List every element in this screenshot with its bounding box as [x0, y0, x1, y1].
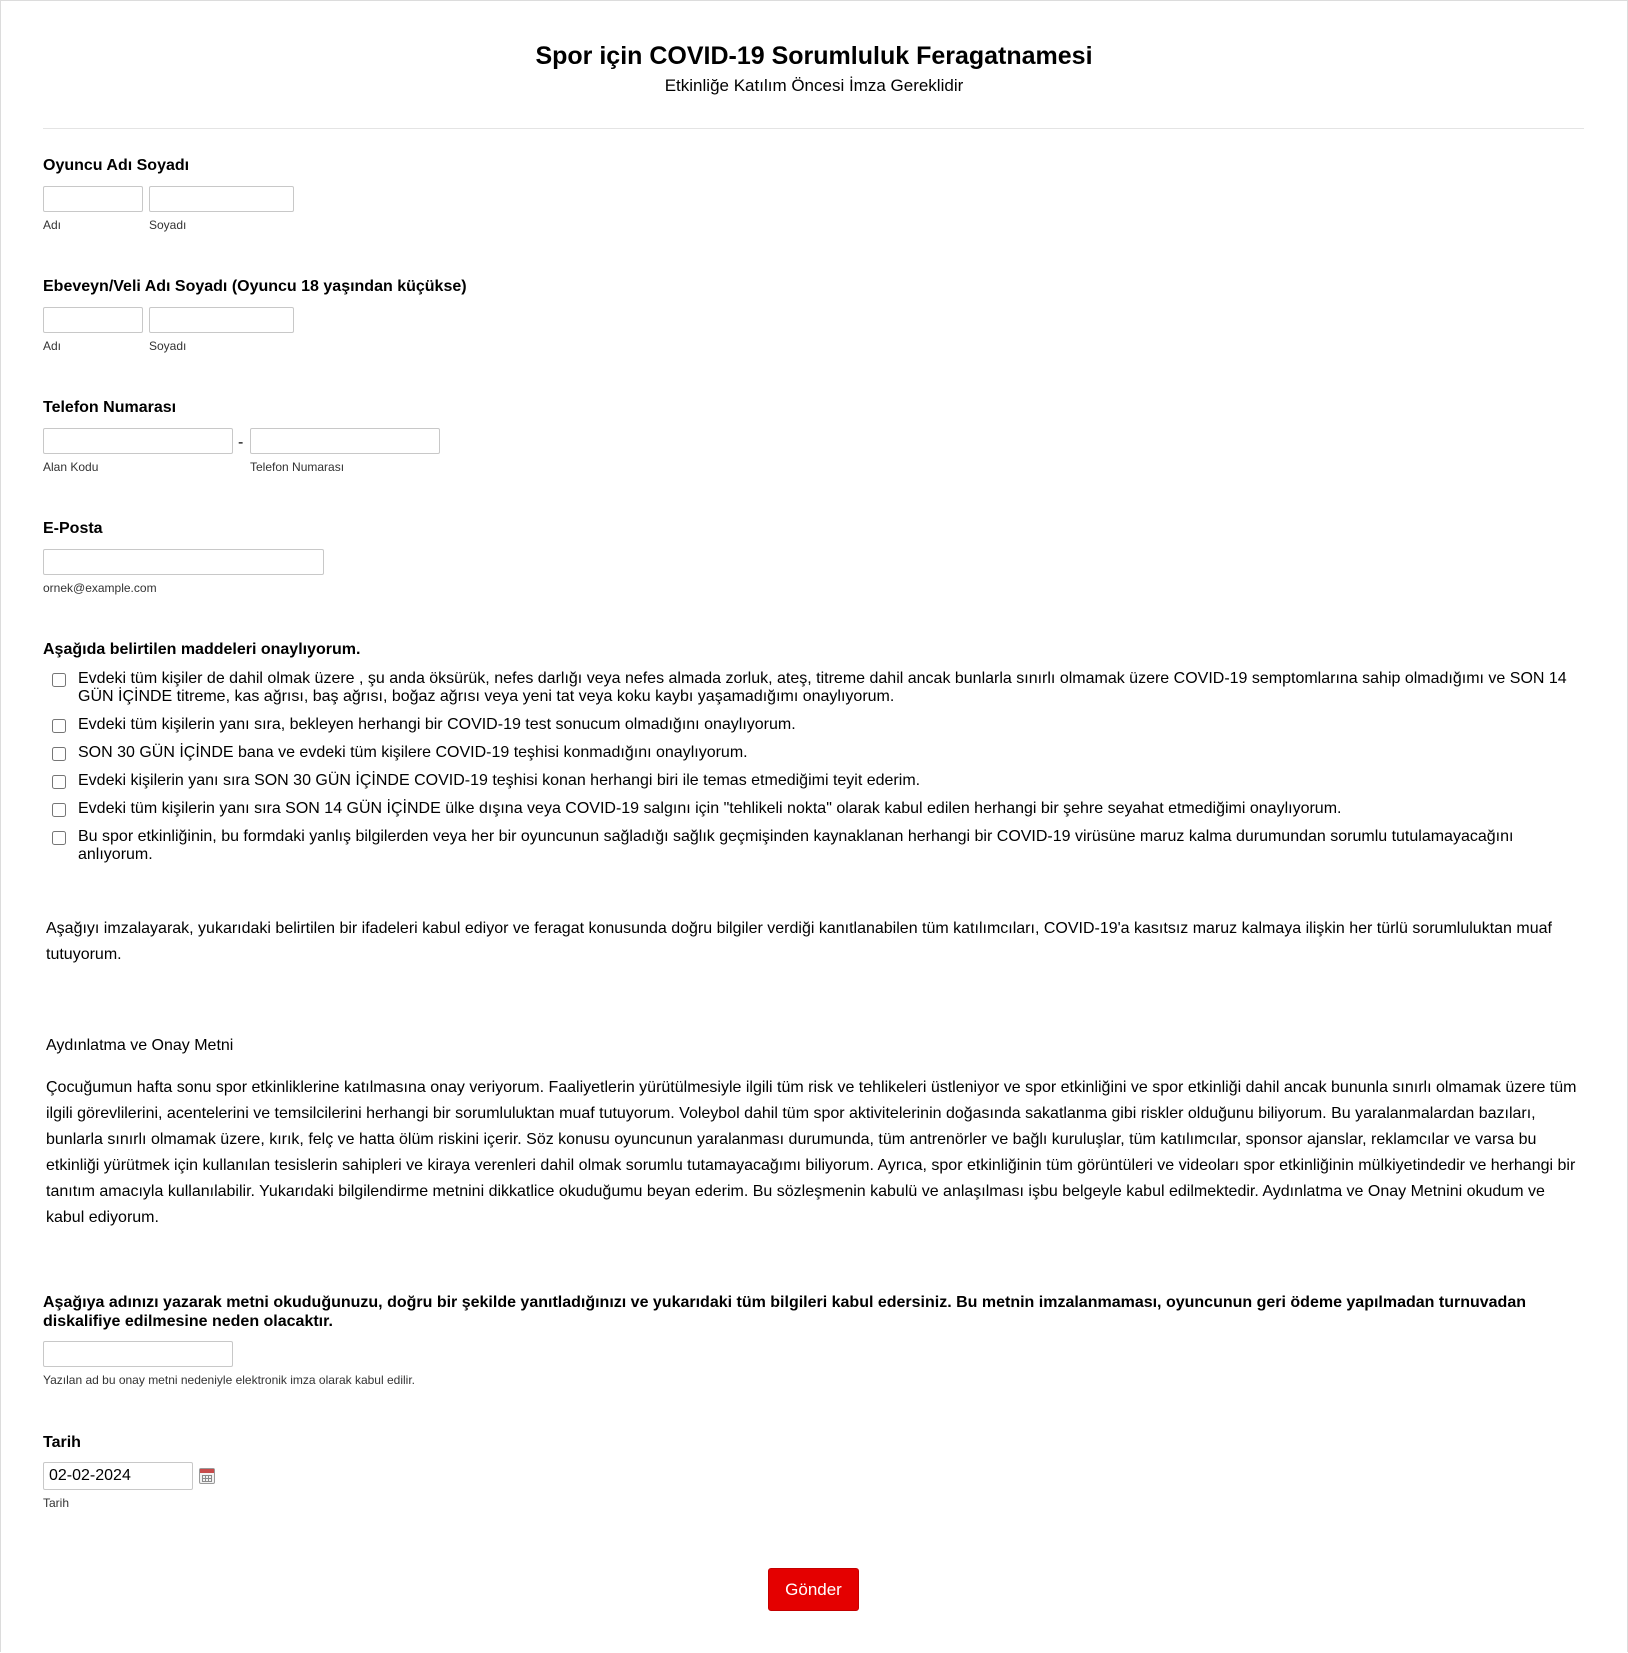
calendar-icon-grid — [202, 1475, 212, 1482]
signature-label: Aşağıya adınızı yazarak metni okuduğunuzu, doğru bir şekilde yanıtladığınızı ve yukarıdaki tüm bilgileri kabul edersiniz. Bu metnin imzalanmaması, oyuncunun geri ödeme yapılmadan turnuvadan diskalifiye edilmesine neden olacaktır. — [43, 1294, 1526, 1330]
consent-checkbox-5[interactable] — [52, 803, 66, 817]
consent-label: Aşağıda belirtilen maddeleri onaylıyorum. — [43, 641, 361, 658]
calendar-icon[interactable] — [199, 1468, 215, 1484]
email-input[interactable] — [43, 549, 324, 575]
disclosure-body: Çocuğumun hafta sonu spor etkinliklerine katılmasına onay veriyorum. Faaliyetlerin yürütülmesiyle ilgili tüm risk ve tehlikeleri üstleniyor ve spor etkinliğini ve spor etkinliği dahil ancak bununla sınırlı olmamak üzere tüm ilgili görevlilerini, acentelerini ve temsilcilerini herhangi bir sorumluluktan muaf tutuyorum. Voleybol dahil tüm spor aktivitelerinin doğasında sakatlanma gibi riskler olduğunu biliyorum. Bu yaralanmalardan bazıları, bunlarla sınırlı olmamak üzere, kırık, felç ve hatta ölüm riskini içerir. Söz konusu oyuncunun yaralanması durumunda, tüm antrenörler ve bağlı kuruluşlar, tüm katılımcılar, sponsor ajanslar, reklamcılar ve varsa bu etkinliği yürütmek için kullanılan tesislerin sahipleri ve kiraya verenleri dahil olmak sorumlu tutamayacağımı biliyorum. Ayrıca, spor etkinliğinin tüm görüntüleri ve videoları spor etkinliğinin mülkiyetindedir ve herhangi bir tanıtım amacıyla kullanılabilir. Yukarıdaki bilgilendirme metnini dikkatlice okuduğumu beyan ederim. Bu sözleşmenin kabulü ve anlaşılması işbu belgeyle kabul edilmektedir. Aydınlatma ve Onay Metnini okudum ve kabul ediyorum. — [46, 1079, 1577, 1226]
player-first-name-input[interactable] — [43, 186, 143, 212]
phone-label: Telefon Numarası — [43, 399, 177, 416]
guardian-last-name-sublabel: Soyadı — [149, 339, 187, 353]
email-label: E-Posta — [43, 520, 103, 537]
form-title: Spor için COVID-19 Sorumluluk Feragatnamesi — [535, 42, 1093, 70]
phone-number-input[interactable] — [250, 428, 440, 454]
email-sublabel: ornek@example.com — [43, 581, 157, 595]
consent-item[interactable] — [43, 800, 1573, 818]
signature-sublabel: Yazılan ad bu onay metni nedeniyle elektronik imza olarak kabul edilir. — [43, 1373, 415, 1387]
date-label: Tarih — [43, 1434, 81, 1451]
date-input[interactable] — [43, 1462, 193, 1490]
consent-item[interactable] — [43, 744, 1573, 762]
consent-item-text: Evdeki tüm kişilerin yanı sıra, bekleyen herhangi bir COVID-19 test sonucum olmadığını onaylıyorum. — [78, 716, 796, 733]
consent-checkbox-6[interactable] — [52, 831, 66, 845]
player-last-name-input[interactable] — [149, 186, 294, 212]
phone-area-code-input[interactable] — [43, 428, 233, 454]
submit-button[interactable]: Gönder — [768, 1568, 859, 1611]
disclosure-heading: Aydınlatma ve Onay Metni — [46, 1037, 234, 1054]
consent-item[interactable] — [43, 828, 1573, 864]
consent-item-text: SON 30 GÜN İÇİNDE bana ve evdeki tüm kişilere COVID-19 teşhisi konmadığını onaylıyorum. — [78, 744, 748, 761]
consent-checkbox-1[interactable] — [52, 673, 66, 687]
player-last-name-sublabel: Soyadı — [149, 218, 187, 232]
consent-item-text: Evdeki tüm kişilerin yanı sıra SON 14 GÜN İÇİNDE ülke dışına veya COVID-19 salgını için "tehlikeli nokta" olarak kabul edilen herhangi bir şehre seyahat etmediğimi onaylıyorum. — [78, 800, 1342, 817]
consent-item[interactable] — [43, 716, 1573, 734]
consent-item-text: Evdeki kişilerin yanı sıra SON 30 GÜN İÇİNDE COVID-19 teşhisi konan herhangi biri ile temas etmediğimi teyit ederim. — [78, 772, 921, 789]
consent-item-text: Bu spor etkinliğinin, bu formdaki yanlış bilgilerden veya her bir oyuncunun sağladığı sağlık geçmişinden kaynaklanan herhangi bir COVID-19 virüsüne maruz kalma durumundan sorumlu tutulamayacağını anlıyorum. — [78, 828, 1514, 863]
date-sublabel: Tarih — [43, 1496, 70, 1510]
form-subtitle: Etkinliğe Katılım Öncesi İmza Gereklidir — [664, 76, 964, 95]
consent-checkbox-4[interactable] — [52, 775, 66, 789]
player-name-label: Oyuncu Adı Soyadı — [43, 157, 190, 174]
phone-number-sublabel: Telefon Numarası — [250, 460, 345, 474]
calendar-icon-header — [200, 1469, 214, 1473]
phone-separator: - — [238, 434, 244, 451]
consent-checkbox-list — [43, 670, 1573, 874]
guardian-last-name-input[interactable] — [149, 307, 294, 333]
consent-checkbox-3[interactable] — [52, 747, 66, 761]
phone-area-code-sublabel: Alan Kodu — [43, 460, 99, 474]
waiver-statement: Aşağıyı imzalayarak, yukarıdaki belirtilen bir ifadeleri kabul ediyor ve feragat konusunda doğru bilgiler verdiği kanıtlanabilen tüm katılımcıları, COVID-19'a kasıtsız maruz kalmaya ilişkin her türlü sorumluluktan muaf tutuyorum. — [46, 920, 1552, 963]
guardian-first-name-sublabel: Adı — [43, 339, 62, 353]
consent-item-text: Evdeki tüm kişiler de dahil olmak üzere , şu anda öksürük, nefes darlığı veya nefes almada zorluk, ateş, titreme dahil ancak bunlarla sınırlı olmamak üzere COVID-19 semptomlarına sahip olmadığımı ve SON 14 GÜN İÇİNDE titreme, kas ağrısı, baş ağrısı, boğaz ağrısı veya yeni tat veya koku kaybı yaşamadığımı onaylıyorum. — [78, 670, 1567, 705]
header-divider — [43, 128, 1584, 129]
player-first-name-sublabel: Adı — [43, 218, 62, 232]
guardian-name-label: Ebeveyn/Veli Adı Soyadı (Oyuncu 18 yaşından küçükse) — [43, 278, 467, 295]
form-header — [43, 40, 1585, 96]
consent-checkbox-2[interactable] — [52, 719, 66, 733]
consent-item[interactable] — [43, 670, 1573, 706]
consent-item[interactable] — [43, 772, 1573, 790]
signature-input[interactable] — [43, 1341, 233, 1367]
guardian-first-name-input[interactable] — [43, 307, 143, 333]
